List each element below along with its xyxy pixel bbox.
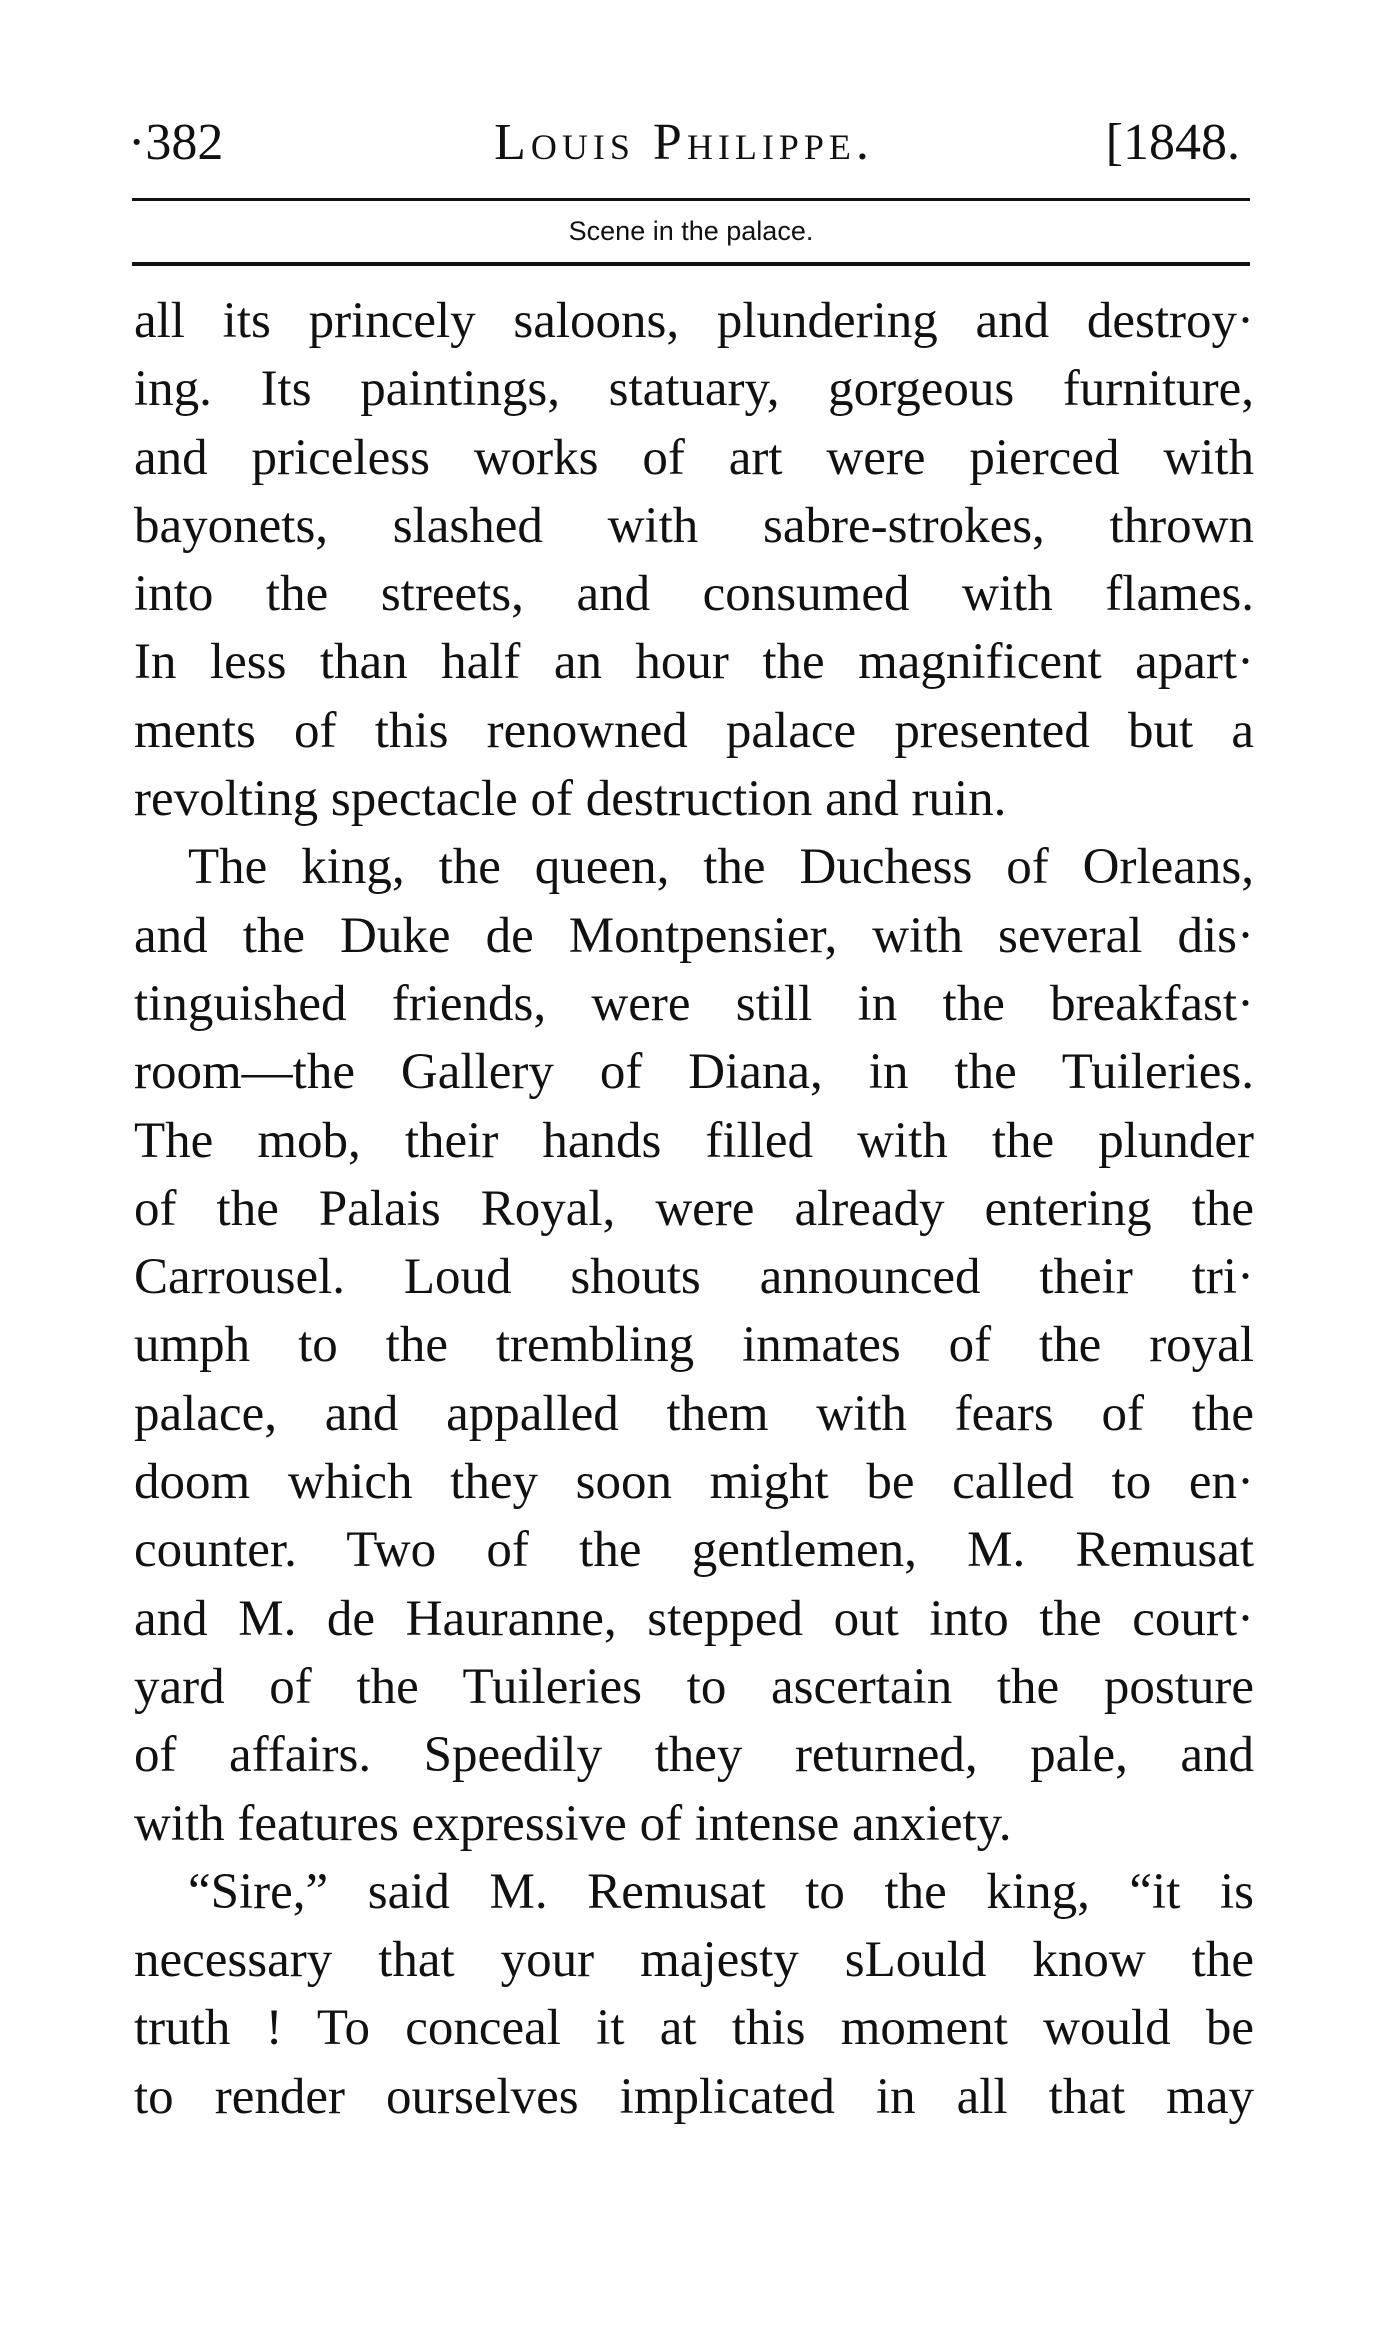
running-year: [1848. [1105, 114, 1240, 171]
page-number: ·382 [128, 114, 224, 171]
header-rule-bottom [132, 262, 1250, 266]
text-line: counter. Two of the gentlemen, M. Remusat [134, 1522, 1254, 1579]
text-line: into the streets, and consumed with flames. [134, 566, 1254, 623]
text-line: yard of the Tuileries to ascertain the posture [134, 1658, 1254, 1715]
text-line: of affairs. Speedily they returned, pale, and [134, 1727, 1254, 1784]
text-line: with features expressive of intense anxiety. [134, 1795, 1012, 1852]
text-line: and the Duke de Montpensier, with several dis· [134, 907, 1254, 964]
text-line: bayonets, slashed with sabre-strokes, thrown [134, 497, 1254, 554]
text-line: The mob, their hands filled with the plunder [134, 1112, 1254, 1169]
text-line: doom which they soon might be called to en· [134, 1454, 1254, 1511]
running-title: Louis Philippe. [494, 114, 874, 171]
text-line: “Sire,” said M. Remusat to the king, “it is [188, 1863, 1254, 1920]
text-line: ments of this renowned palace presented but a [134, 702, 1254, 759]
text-line: to render ourselves implicated in all that may [134, 2068, 1254, 2125]
text-line: and priceless works of art were pierced with [134, 429, 1254, 486]
text-line: all its princely saloons, plundering and destroy· [134, 293, 1254, 349]
text-line: of the Palais Royal, were already entering the [134, 1180, 1254, 1237]
text-line: and M. de Hauranne, stepped out into the court· [134, 1590, 1254, 1647]
text-line: Carrousel. Loud shouts announced their tri· [134, 1249, 1254, 1306]
text-line: tinguished friends, were still in the breakfast· [134, 975, 1254, 1032]
text-line: revolting spectacle of destruction and ruin. [134, 771, 1007, 828]
header-rule-top [132, 198, 1250, 201]
section-subheading: Scene in the palace. [568, 216, 814, 246]
text-line: room—the Gallery of Diana, in the Tuileries. [134, 1044, 1254, 1101]
text-line: palace, and appalled them with fears of the [134, 1385, 1254, 1442]
running-head [128, 108, 1240, 178]
text-line: umph to the trembling inmates of the royal [134, 1317, 1254, 1374]
text-line: The king, the queen, the Duchess of Orleans, [188, 839, 1254, 896]
text-line: necessary that your majesty sLould know the [134, 1932, 1254, 1989]
text-line: truth ! To conceal it at this moment would be [134, 2000, 1254, 2057]
text-line: In less than half an hour the magnificent apart· [134, 634, 1254, 691]
body-text [134, 287, 1254, 2131]
text-line: ing. Its paintings, statuary, gorgeous furniture, [134, 361, 1254, 418]
